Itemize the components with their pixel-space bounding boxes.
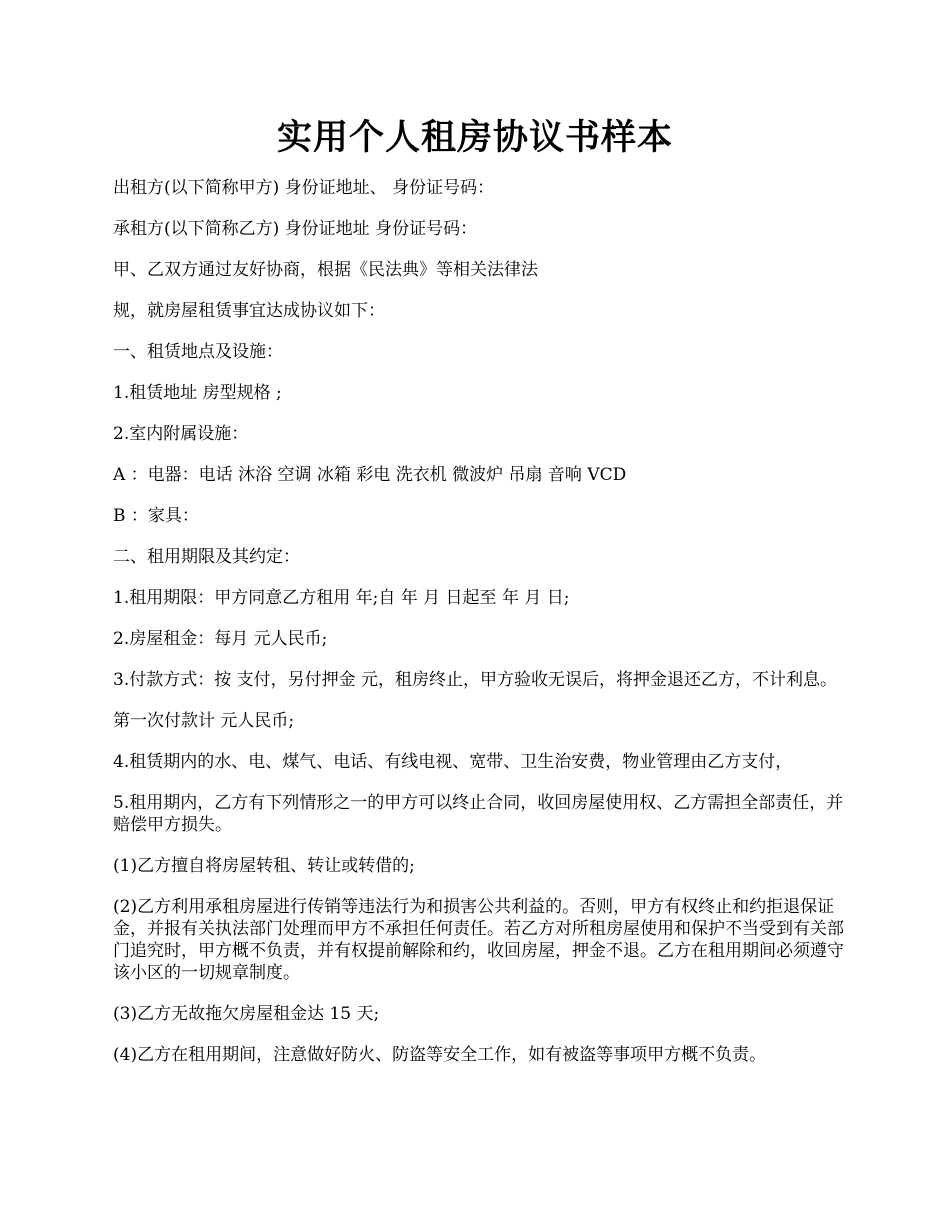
paragraph-payment: 3.付款方式：按 支付，另付押金 元，租房终止，甲方验收无误后，将押金退还乙方，不计利息。 — [113, 670, 838, 690]
paragraph-address: 1.租赁地址 房型规格 ; — [113, 383, 282, 403]
paragraph-utilities: 4.租赁期内的水、电、煤气、电话、有线电视、宽带、卫生治安费，物业管理由乙方支付， — [113, 752, 793, 772]
paragraph-lessor: 出租方(以下简称甲方) 身份证地址、 身份证号码： — [113, 178, 495, 198]
paragraph-facilities: 2.室内附属设施： — [113, 424, 249, 444]
paragraph-term: 1.租用期限：甲方同意乙方租用 年;自 年 月 日起至 年 月 日; — [113, 588, 570, 608]
section-heading-location: 一、租赁地点及设施： — [113, 342, 283, 362]
section-heading-term: 二、租用期限及其约定： — [113, 547, 300, 567]
paragraph-rent: 2.房屋租金：每月 元人民币; — [113, 629, 328, 649]
paragraph-clause-3: (3)乙方无故拖欠房屋租金达 15 天; — [113, 1004, 380, 1024]
paragraph-lessee: 承租方(以下简称乙方) 身份证地址 身份证号码： — [113, 219, 478, 239]
paragraph-first-payment: 第一次付款计 元人民币; — [113, 711, 295, 731]
paragraph-termination: 5.租用期内，乙方有下列情形之一的甲方可以终止合同，收回房屋使用权、乙方需担全部责任，并赔偿甲方损失。 — [113, 793, 844, 835]
paragraph-furniture: B ：家具： — [113, 506, 199, 526]
paragraph-appliances: A ：电器：电话 沐浴 空调 冰箱 彩电 洗衣机 微波炉 吊扇 音响 VCD — [113, 465, 627, 485]
document-body — [113, 177, 853, 1085]
paragraph-clause-4: (4)乙方在租用期间，注意做好防火、防盗等安全工作，如有被盗等事项甲方概不负责。 — [113, 1045, 767, 1065]
document-title: 实用个人租房协议书样本 — [276, 117, 673, 158]
paragraph-intro-2: 规，就房屋租赁事宜达成协议如下： — [113, 301, 385, 321]
paragraph-clause-1: (1)乙方擅自将房屋转租、转让或转借的; — [113, 856, 415, 876]
paragraph-intro-1: 甲、乙双方通过友好协商，根据《民法典》等相关法律法 — [113, 260, 538, 280]
paragraph-clause-2: (2)乙方利用承租房屋进行传销等违法行为和损害公共利益的。否则，甲方有权终止和约拒退保证金，并报有关执法部门处理而甲方不承担任何责任。若乙方对所租房屋使用和保护不当受到有关部门追究时，甲方概不负责，并有权提前解除和约，收回房屋，押金不退。乙方在租用期间必须遵守该小区的一切规章制度。 — [113, 897, 844, 983]
